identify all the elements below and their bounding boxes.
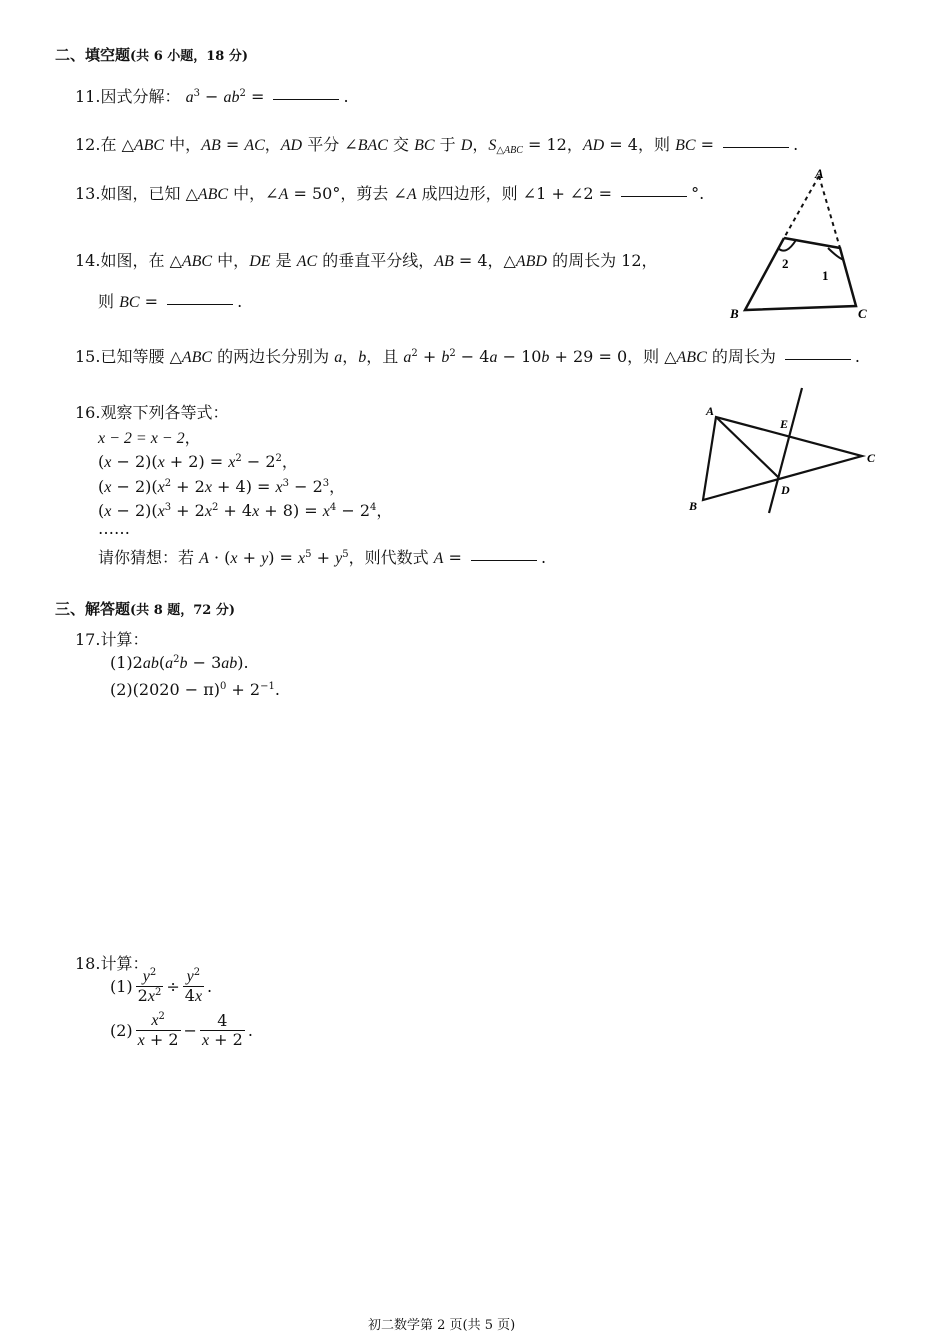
section-2-note: (共 6 小题，18 分)	[130, 49, 249, 64]
section-3-note: (共 8 题，72 分)	[130, 603, 236, 618]
equation-line-3: $(x - 2)(x^2 + 2x + 4) = x^3 - 2^3$，	[98, 477, 346, 496]
answer-blank[interactable]	[723, 146, 789, 148]
point-label-e: E	[780, 417, 789, 431]
question-16	[75, 400, 228, 423]
equation-line-1: x − 2 = x − 2，	[98, 430, 201, 447]
question-body: △ABC 中，DE 是 AC 的垂直平分线，AB = 4，△ABD 的周长为 12，	[169, 251, 658, 270]
figure-13-triangle	[720, 160, 880, 330]
question-body: △ABC 的两边长分别为 a，b，且 $a^2 + b^2 - 4a - 10b + 29 = 0$，则 △ABC 的周长为	[169, 347, 776, 366]
vertex-label-a: A	[815, 166, 824, 181]
page-footer: 初二数学第 2 页(共 5 页)	[368, 1318, 516, 1333]
question-text: 计算：	[100, 630, 149, 649]
question-text: 计算：	[100, 954, 149, 973]
question-17	[75, 627, 148, 650]
question-number: 15.	[75, 347, 101, 366]
math-expression: $2ab(a^2b - 3ab)$.	[132, 653, 249, 672]
question-14	[75, 248, 658, 271]
question-number: 16.	[75, 403, 101, 422]
question-12: 12.在 △ABC 中，AB = AC，AD 平分 ∠BAC 交 BC 于 D，$S_{\triangle ABC} = 12$，AD = 4，则 BC = .	[75, 135, 799, 156]
fraction: $\frac{y^2}{2x^2}$	[137, 967, 162, 1005]
math-expression: $a^3 - ab^2$ =	[185, 87, 265, 106]
question-17-part-1	[110, 653, 249, 673]
question-number: 12.	[75, 135, 101, 154]
question-14-line-2: 则 BC = .	[98, 292, 243, 311]
section-2-title: 二、填空题	[55, 46, 131, 64]
vertex-label-c: C	[867, 451, 876, 465]
section-3-header	[55, 598, 235, 619]
part-label: (2)	[110, 1021, 133, 1040]
vertex-label-b: B	[730, 306, 739, 321]
question-text: 已知等腰	[100, 347, 165, 366]
question-body: △ABC 中，∠A = 50°，剪去 ∠A 成四边形，则 ∠1 + ∠2 =	[185, 184, 613, 203]
vertex-label-c: C	[858, 306, 867, 321]
question-18-part-1: (1) $\frac{y^2}{2x^2}$ ÷ $\frac{y^2}{4x}$ .	[110, 967, 213, 1005]
dashed-side-ac	[819, 176, 840, 248]
answer-blank[interactable]	[785, 358, 851, 360]
math-expression: $(2020 - \pi)^0 + 2^{-1}$.	[132, 680, 280, 699]
part-label: (1)	[110, 653, 133, 672]
fraction: $\frac{x^2}{x + 2}$	[137, 1011, 179, 1049]
ellipsis: ……	[98, 519, 130, 538]
question-16-guess: 请你猜想：若 $A \cdot (x + y) = x^5 + y^5$，则代数式 A = .	[98, 548, 547, 567]
question-number: 17.	[75, 630, 101, 649]
vertex-label-b: B	[689, 499, 698, 513]
question-body: △ABC 中，AB = AC，AD 平分 ∠BAC 交 BC 于 D，$S_{\triangle ABC} = 12$，AD = 4，则 BC =	[121, 135, 715, 156]
vertex-label-a: A	[706, 404, 715, 418]
quadrilateral	[745, 238, 856, 310]
question-number: 11.	[75, 87, 101, 106]
question-text: 因式分解：	[100, 87, 181, 106]
question-text: 在	[100, 135, 117, 154]
answer-blank[interactable]	[621, 195, 687, 197]
question-13: 13.如图，已知 △ABC 中，∠A = 50°，剪去 ∠A 成四边形，则 ∠1 + ∠2 = °.	[75, 184, 705, 203]
question-17-part-2	[110, 680, 280, 699]
question-number: 13.	[75, 184, 101, 203]
answer-blank[interactable]	[167, 303, 233, 305]
angle-label-2: 2	[782, 256, 789, 271]
figure-14-triangle	[680, 380, 880, 520]
question-15: 15.已知等腰 △ABC 的两边长分别为 a，b，且 $a^2 + b^2 - 4a - 10b + 29 = 0$，则 △ABC 的周长为 .	[75, 347, 861, 366]
question-number: 14.	[75, 251, 101, 270]
point-label-d: D	[781, 483, 790, 497]
question-number: 18.	[75, 954, 101, 973]
question-text: 观察下列各等式：	[100, 403, 229, 422]
question-text: 如图，已知	[100, 184, 181, 203]
question-body: 则 BC =	[98, 292, 159, 311]
question-text: 如图，在	[100, 251, 165, 270]
question-18-part-2: (2) $\frac{x^2}{x + 2}$ − $\frac{4}{x + 2}$ .	[110, 1010, 253, 1049]
question-11: 11.因式分解： $a^3 - ab^2$ = .	[75, 87, 349, 106]
part-label: (1)	[110, 977, 133, 996]
section-2-header	[55, 44, 248, 65]
dashed-side-ab	[784, 176, 819, 238]
answer-blank[interactable]	[471, 559, 537, 561]
equation-line-2: $(x - 2)(x + 2) = x^2 - 2^2$，	[98, 452, 298, 471]
answer-blank[interactable]	[273, 98, 339, 100]
math-expression: $A \cdot (x + y) = x^5 + y^5$，则代数式 A =	[199, 548, 462, 567]
section-3-title: 三、解答题	[55, 600, 131, 618]
part-label: (2)	[110, 680, 133, 699]
fraction: $\frac{4}{x + 2}$	[201, 1010, 243, 1049]
equation-line-4: $(x - 2)(x^3 + 2x^2 + 4x + 8) = x^4 - 2^4$，	[98, 501, 393, 520]
question-text: 请你猜想：若	[98, 548, 195, 567]
fraction: $\frac{y^2}{4x}$	[184, 967, 203, 1005]
angle-label-1: 1	[822, 268, 829, 283]
